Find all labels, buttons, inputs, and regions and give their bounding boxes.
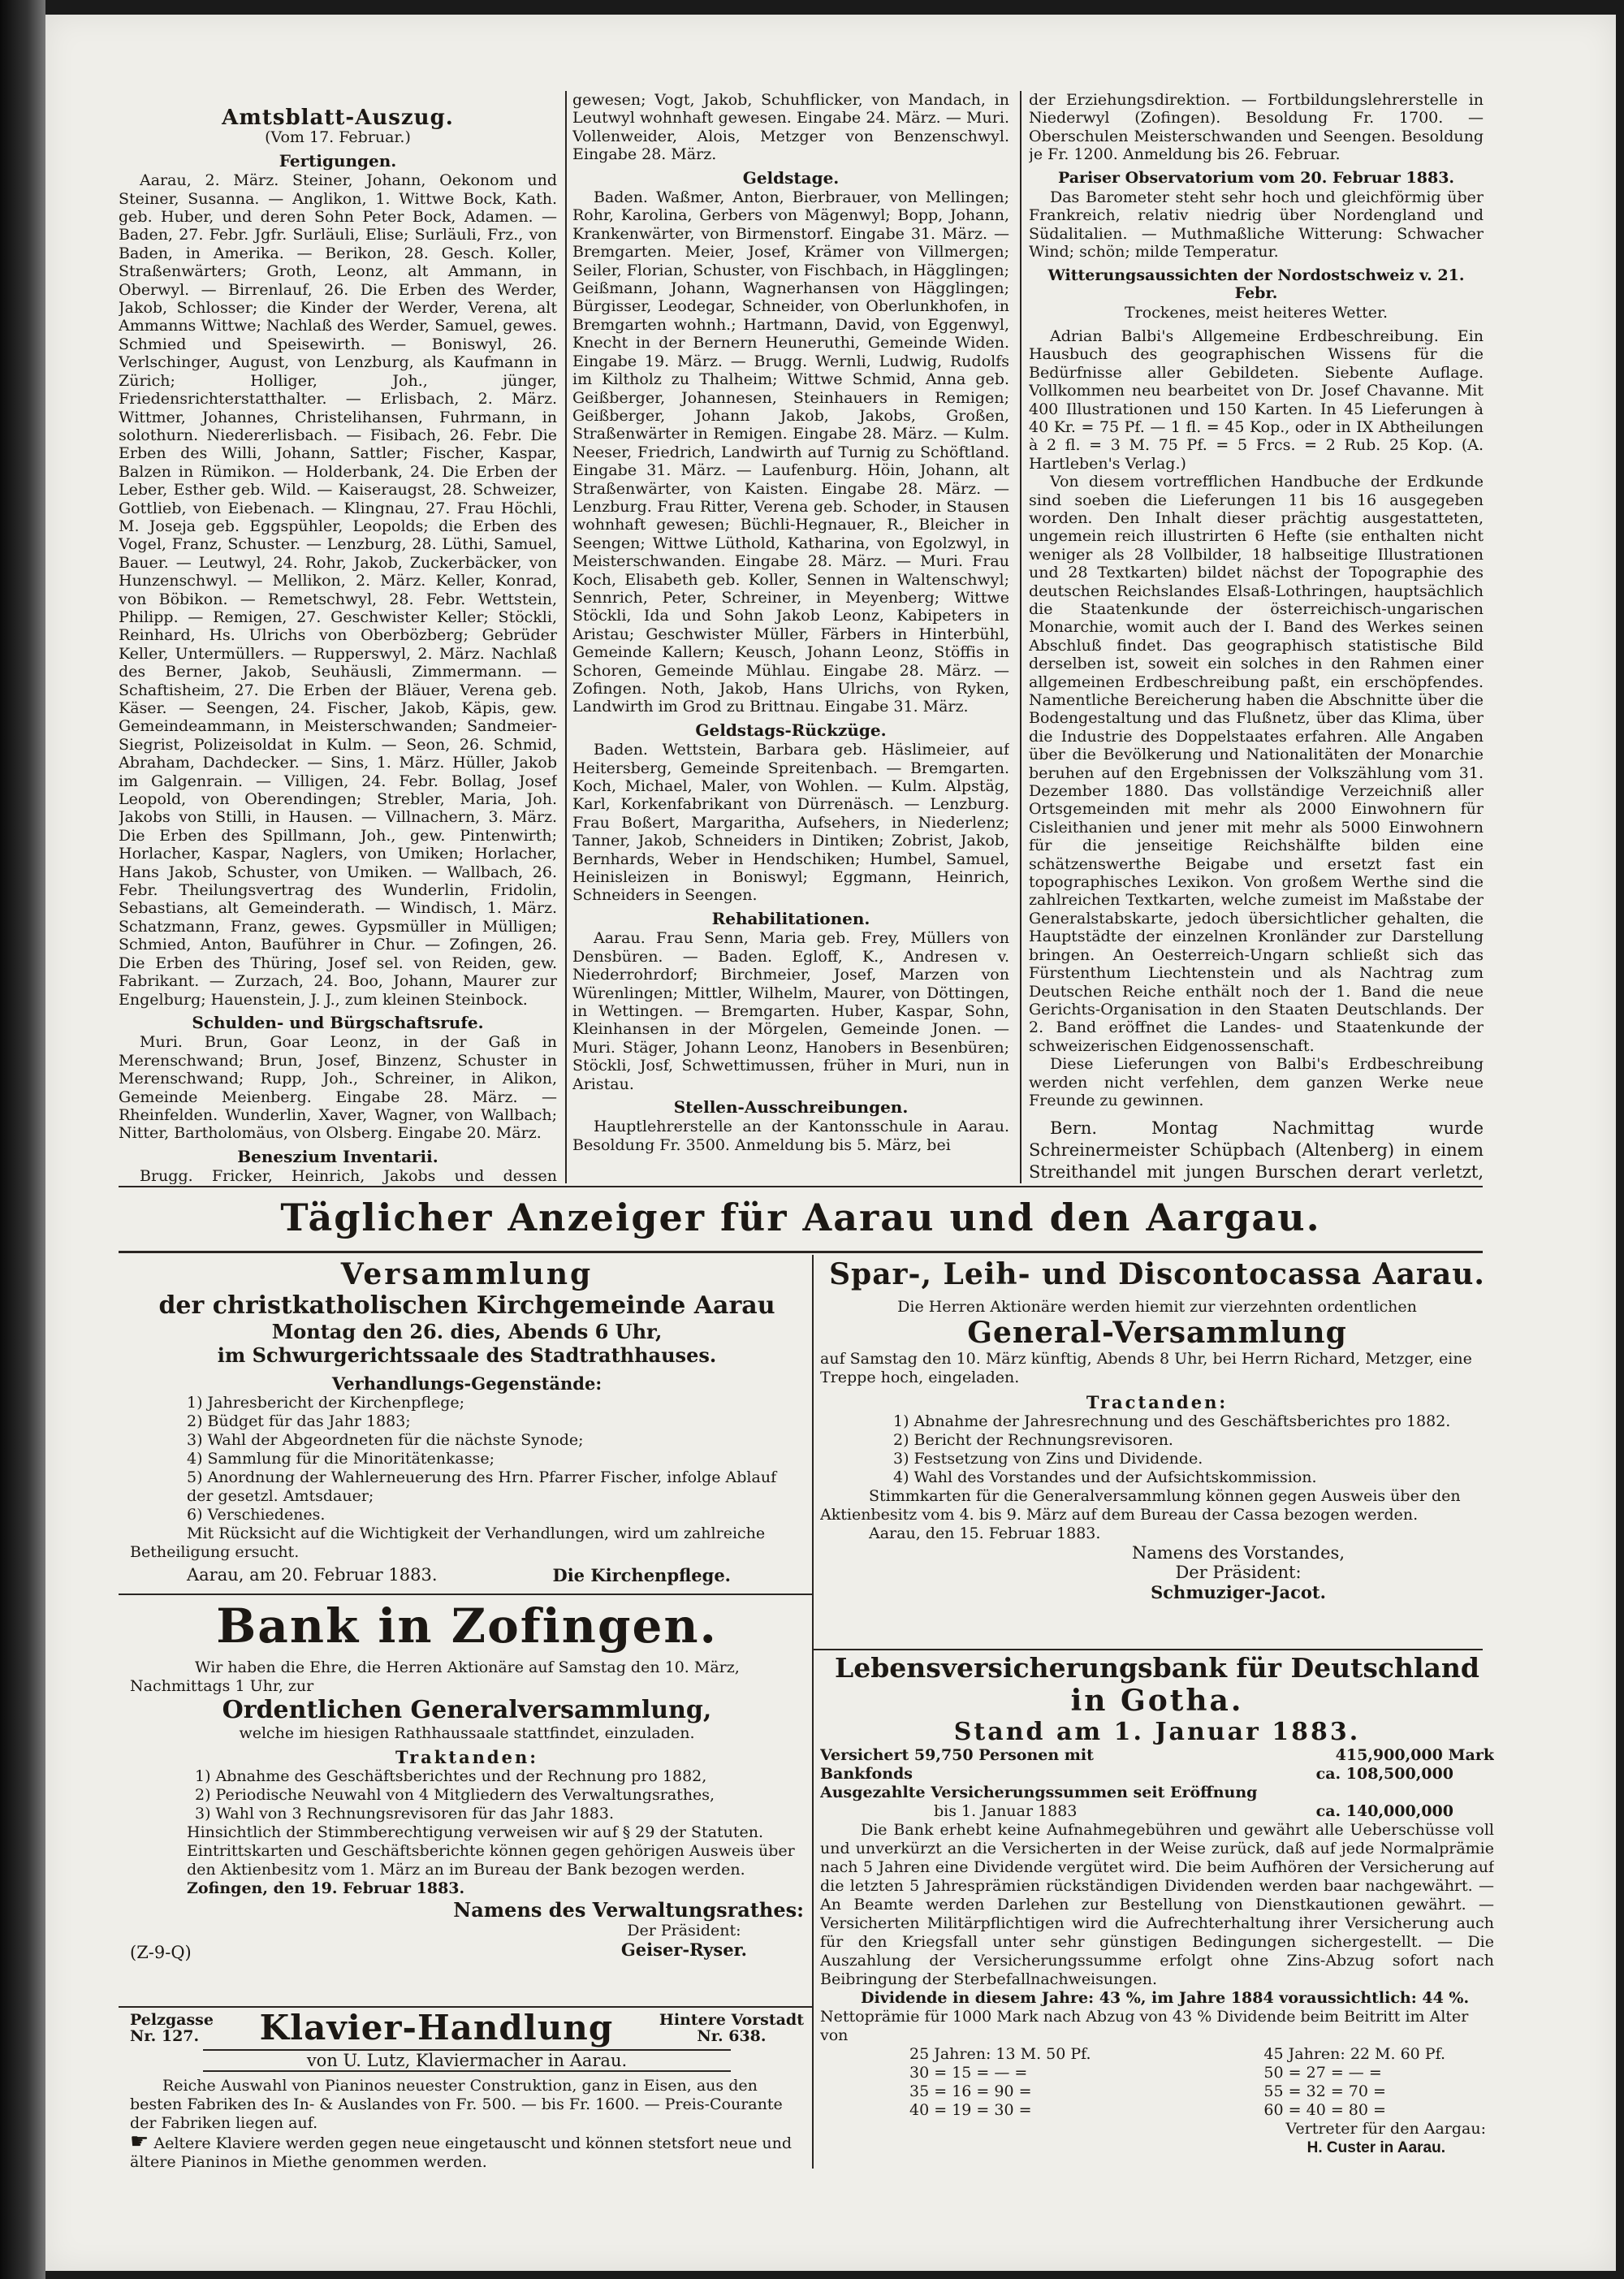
ad-leben-table — [820, 2045, 1494, 2120]
age-cell: 60 = — [1263, 2101, 1302, 2119]
column-1 — [119, 104, 557, 1184]
ad-rule-right-1 — [814, 1649, 1483, 1650]
ad-versammlung-footer — [130, 1565, 804, 1585]
ad-versammlung-note: Mit Rücksicht auf die Wichtigkeit der Verhandlungen, wird um zahlreiche Betheiligung ersucht. — [130, 1524, 766, 1561]
paragraph-fertigungen: Aarau, 2. März. Steiner, Johann, Oekonom und Steiner, Susanna. — Anglikon, 1. Wittwe Bock, Kath. geb. Huber, und deren Sohn Peter Bock, Adamen. — Baden, 27. Febr. Jgfr. Surläuli, Elise; Surläuli, Frz., von Baden, in Amerika. — Berikon, 28. Gesch. Koller, Straßenwärters; Groth, Leonz, alt Ammann, in Oberwyl. — Birrenlauf, 26. Die Erben des Werder, Jakob, Schlosser; die Kinder der Werder, Verena, alt Ammanns Wittwe; Nachlaß des Werder, Samuel, gewes. Schmied und Speisewirth. — Boniswyl, 26. Verlschinger, August, von Lenzburg, als Kaufmann in Zürich; Holliger, Joh., jünger, Friedensrichterstatthalter. — Erlisbach, 2. März. Wittmer, Johannes, Christelihansen, Fuhrmann, in solothurn. Niedererlisbach. — Fisibach, 26. Febr. Die Erben des Willi, Johann, Sattler; Fischer, Kaspar, Balzen in Rümikon. — Holderbank, 24. Die Erben der Leber, Esther geb. Wild. — Kaiseraugst, 28. Schweizer, Gottlieb, von Eiebenach. — Klingnau, 27. Frau Höchli, M. Joseja geb. Eggspühler, Leopolds; die Erben des Vogel, Franz, Schuster. — Lenzburg, 28. Lüthi, Samuel, Bauer. — Leutwyl, 24. Rohr, Jakob, Zuckerbäcker, von Hunzenschwyl. — Mellikon, 2. März. Keller, Konrad, von Böbikon. — Remetschwyl, 28. Febr. Wettstein, Philipp. — Remigen, 27. Geschwister Keller; Stöckli, Reinhard, Hs. Ulrichs von Oberbözberg; Gebrüder Keller, Untermüllers. — Rupperswyl, 2. März. Nachlaß des Berner, Jakob, Seuhäusli, Zimmermann. — Schaftisheim, 27. Die Erben der Bläuer, Verena geb. Käser. — Seengen, 24. Fischer, Jakob, Käpis, gew. Gemeindeammann, in Meisterschwanden; Sandmeier-Siegrist, Polizeisoldat in Kulm. — Seon, 26. Schmid, Abraham, Dachdecker. — Sins, 1. März. Hüller, Jakob im Galgenrain. — Villigen, 24. Febr. Bollag, Josef Leopold, von Oberendingen; Strebler, Maria, Joh. Jakobs von Stilli, in Hausen. — Villnachern, 3. März. Die Erben des Spillmann, Joh., gew. Pintenwirth; Horlacher, Kaspar, Naglers, von Umiken; Horlacher, Hans Jakob, Schuster, von Umiken. — Wallbach, 26. Febr. Theilungsvertrag des Wunderlin, Fridolin, Sebastians, alt Gemeinderath. — Windisch, 1. März. Schatzmann, Franz, gewes. Gypsmüller in Mülligen; Schmied, Anton, Bauführer in Chur. — Zofingen, 26. Die Erben des Thüring, Josef sel. von Reiden, gew. Fabrikant. — Zurzach, 24. Boo, Johann, Maurer zur Engelburg; Hauenstein, J. J., zum kleinen Steinbock. — [119, 171, 557, 1009]
agenda-item: 3) Wahl von 3 Rechnungsrevisoren für das Jahr 1883. — [195, 1805, 615, 1823]
ad-leben-r1l: Versichert 59,750 Personen mit — [820, 1746, 1094, 1764]
ad-leben-title: Lebensversicherungsbank für Deutschland — [835, 1652, 1479, 1684]
ad-bank-items — [130, 1767, 804, 1823]
pointing-hand-icon: ☛ — [130, 2130, 149, 2154]
age-cell: 45 Jahren: — [1263, 2045, 1345, 2063]
table-row — [909, 2064, 1091, 2082]
ad-sparcassa-sign3: Schmuziger-Jacot. — [1151, 1582, 1326, 1602]
banner-rule-top — [119, 1186, 1483, 1187]
paragraph-balbi-closing: Diese Lieferungen von Balbi's Erdbeschreibung werden nicht verfehlen, dem ganzen Werke neue Freunde zu gewinnen. — [1029, 1055, 1484, 1109]
table-row — [1263, 2045, 1445, 2064]
ad-versammlung-line1: der christkatholischen Kirchgemeinde Aarau — [158, 1291, 775, 1320]
ad-versammlung — [130, 1257, 804, 1590]
ad-leben-rep: Vertreter für den Aargau: — [1285, 2120, 1486, 2138]
ad-klavier-text2: Aeltere Klaviere werden gegen neue eingetauscht und können stetsfort neue und ältere Pianinos in Miethe genommen werden. — [130, 2134, 793, 2170]
ad-leben-r1r: 415,900,000 Mark — [1335, 1746, 1494, 1764]
ad-versammlung-items — [130, 1394, 804, 1524]
ad-versammlung-place: Aarau, am 20. Februar 1883. — [187, 1565, 438, 1585]
column-rule-1 — [565, 91, 567, 1183]
table-row — [909, 2045, 1091, 2064]
age-cell: 35 = — [909, 2082, 948, 2100]
heading-schuldenrufe: Schulden- und Bürgschaftsrufe. — [192, 1012, 484, 1032]
ad-sparcassa-text: auf Samstag den 10. März künftig, Abends 8 Uhr, bei Herrn Richard, Metzger, eine Treppe hoch, eingeladen. — [820, 1350, 1472, 1386]
ad-leben-table-right — [1263, 2045, 1445, 2120]
ad-leben-text: Die Bank erhebt keine Aufnahmegebühren und gewährt alle Ueberschüsse voll und unverkürzt an die Versicherten in der Weise zurück, daß auf jede Normalprämie nach 5 Jahren eine Dividende vergütet wird. Die beim Aufhören der Versicherung auf die letzten 5 Jahresprämien rückständigen Dividenden werden baar nachgewährt. — An Beamte werden Darlehen zur Bestellung von Dienstkautionen gewährt. — Versicherten Militärpflichtigen wird die Aufrechterhaltung ihrer Versicherung auch für den Kriegsfall unter sehr günstigen Bedingungen sichergestellt. — Die Auszahlung der Versicherungssumme erfolgt ohne Zins-Abzug sofort nach Beibringung der Sterbefallnachweisungen. — [820, 1821, 1494, 1988]
ad-klavier-right1: Hintere Vorstadt — [659, 2010, 804, 2029]
table-row — [909, 2082, 1091, 2101]
age-cell: 55 = — [1263, 2082, 1302, 2100]
ad-klavier-text2-row — [130, 2130, 804, 2170]
premium-cell: 19 = 30 = — [952, 2101, 1032, 2119]
ad-sparcassa-note: Stimmkarten für die Generalversammlung können gegen Ausweis über den Aktienbesitz vom 4. bis 9. März auf dem Bureau der Cassa bezogen werden. — [820, 1487, 1461, 1524]
heading-observatorium: Pariser Observatorium vom 20. Februar 1883. — [1057, 168, 1455, 187]
agenda-item: 2) Periodische Neuwahl von 4 Mitgliedern des Verwaltungsrathes, — [195, 1786, 715, 1804]
ad-lebensversicherung — [820, 1652, 1494, 2172]
binding-gutter — [0, 0, 45, 2279]
ad-klavier-right — [659, 2012, 804, 2044]
paragraph-witterung: Trockenes, meist heiteres Wetter. — [1125, 304, 1388, 322]
amtsblatt-title: Amtsblatt-Auszug. — [222, 106, 454, 130]
banner-rule-bottom — [119, 1251, 1483, 1253]
ad-klavier-text: Reiche Auswahl von Pianinos neuester Construktion, ganz in Eisen, aus den besten Fabriken des In- & Auslandes von Fr. 500. — bis Fr. 1600. — Preis-Courante der Fabriken liegen auf. — [130, 2077, 783, 2132]
ad-leben-praem: Nettoprämie für 1000 Mark nach Abzug von 43 % Dividende beim Beitritt im Alter von — [820, 2008, 1469, 2044]
agenda-item: 6) Verschiedenes. — [187, 1506, 326, 1524]
ad-leben-r3l: Ausgezahlte Versicherungssummen seit Eröffnung — [820, 1784, 1258, 1801]
paragraph-inventarii: Brugg. Fricker, Heinrich, Jakobs und dessen — [140, 1167, 557, 1184]
ad-sparcassa-place: Aarau, den 15. Februar 1883. — [869, 1524, 1101, 1542]
agenda-item: 1) Jahresbericht der Kirchenpflege; — [187, 1394, 465, 1412]
ad-versammlung-sub: Verhandlungs-Gegenstände: — [331, 1373, 603, 1394]
ad-klavier-right2: Nr. 638. — [697, 2026, 767, 2045]
agenda-item: 5) Anordnung der Wahlerneuerung des Hrn. Pfarrer Fischer, infolge Ablauf der gesetzl. Amtsdauer; — [187, 1468, 777, 1505]
paragraph-stellen: Hauptlehrerstelle an der Kantonsschule in Aarau. Besoldung Fr. 3500. Anmeldung bis 5. März, bei — [572, 1118, 1009, 1154]
ads-center-rule — [812, 1255, 814, 2169]
ad-sparcassa-sign2: Der Präsident: — [1175, 1563, 1302, 1582]
column-3 — [1029, 91, 1484, 1184]
premium-cell: 40 = 80 = — [1306, 2101, 1386, 2119]
agenda-item: 1) Abnahme der Jahresrechnung und des Geschäftsberichtes pro 1882. — [893, 1412, 1451, 1430]
ad-klavier-left2: Nr. 127. — [130, 2026, 200, 2045]
table-row — [1263, 2064, 1445, 2082]
heading-inventarii: Beneszium Inventarii. — [237, 1146, 438, 1166]
premium-cell: 15 = — = — [952, 2064, 1028, 2082]
ad-versammlung-sign: Die Kirchenpflege. — [552, 1565, 731, 1585]
paragraph-balbi-review: Von diesem vortrefflichen Handbuche der Erdkunde sind soeben die Lieferungen 11 bis 16 ausgegeben worden. Den Inhalt dieser prächtig ausgestatteten, ungemein reich illustrirten 6 Hefte (sie enthalten nicht weniger als 28 Vollbilder, 18 halbseitige Illustrationen und 28 Textkarten) bildet nächst der Topographie des deutschen Reichslandes Elsaß-Lothringen, hauptsächlich die Staatenkunde der österreichisch-ungarischen Monarchie, womit auch der I. Band des Werkes seinen Abschluß findet. Das geographisch statistische Bild derselben ist, soweit ein solches in den Rahmen einer allgemeinen Erdbeschreibung paßt, ein erschöpfendes. Namentliche Bereicherung haben die Abschnitte über die Bodengestaltung und das Flußnetz, über das Klima, über die Industrie des Doppelstaates erfahren. Alle Angaben über die Bevölkerung und Nationalitäten der Monarchie beruhen auf den Ergebnissen der Volkszählung vom 31. Dezember 1880. Das vollständige Verzeichniß aller Ortsgemeinden mit mehr als 2000 Einwohnern für Cisleithanien und jener mit mehr als 5000 Einwohnern für die jenseitige Reichshälfte bilden eine schätzenswerthe Beigabe und ersetzt fast ein topographisches Lexikon. Von großem Werthe sind die zahlreichen Textkarten, welche zumeist im Maßstabe der Generalstabskarte, jedoch übersichtlicher gehalten, die Hauptstädte der einzelnen Kronländer zur Darstellung bringen. An Oesterreich-Ungarn schließt sich das Fürstenthum Liechtenstein und als Nachtrag zum Deutschen Reiche enthält noch der 1. Band die neue Gerichts-Organisation in den Staaten Deutschlands. Der 2. Band eröffnet die Landes- und Staatenkunde der schweizerischen Eidgenossenschaft. — [1029, 473, 1484, 1055]
ad-bank-text2: welche im hiesigen Rathhaussaale stattfindet, einzuladen. — [239, 1724, 695, 1742]
paragraph-bern: Bern. Montag Nachmittag wurde Schreinermeister Schüpbach (Altenberg) in einem Streithandel mit jungen Burschen derart verletzt, — [1029, 1118, 1484, 1183]
paragraph-rueckzuege: Baden. Wettstein, Barbara geb. Häslimeier, auf Heitersberg, Gemeinde Spreitenbach. — Bremgarten. Koch, Michael, Maler, von Wohlen. — Kulm. Alpstäg, Karl, Korkenfabrikant von Dürrenäsch. — Lenzburg. Frau Boßert, Margaritha, Aufsehers, in Niederlenz; Tanner, Jakob, Schneiders in Dintiken; Zobrist, Jakob, Bernhards, Weber in Hendschiken; Humbel, Samuel, Heinisleizen in Boniswyl; Eggmann, Heinrich, Schneiders in Seengen. — [572, 741, 1009, 905]
ad-bank-sub: Traktanden: — [395, 1747, 538, 1767]
paragraph-observatorium: Das Barometer steht sehr hoch und gleichförmig über Frankreich, relativ niedrig über Nordengland und Südalitalien. — Muthmaßliche Witterung: Schwacher Wind; schön; milde Temperatur. — [1029, 188, 1484, 262]
ad-leben-r3r: ca. 140,000,000 — [1315, 1802, 1453, 1820]
column-2 — [572, 91, 1009, 1184]
ad-klavier-header — [130, 2008, 804, 2048]
age-cell: 25 Jahren: — [909, 2045, 991, 2063]
ad-bank-text: Wir haben die Ehre, die Herren Aktionäre auf Samstag den 10. März, Nachmittags 1 Uhr, zur — [130, 1658, 740, 1695]
ad-leben-div: Dividende in diesem Jahre: 43 %, im Jahre 1884 voraussichtlich: 44 %. — [861, 1989, 1470, 2007]
ad-sparcassa-items — [820, 1412, 1494, 1487]
ad-bank-big: Ordentlichen Generalversammlung, — [222, 1696, 712, 1724]
agenda-item: 3) Wahl der Abgeordneten für die nächste Synode; — [187, 1431, 584, 1449]
ad-sparcassa-intro: Die Herren Aktionäre werden hiemit zur vierzehnten ordentlichen — [897, 1298, 1417, 1316]
table-row — [1263, 2101, 1445, 2120]
ad-sparcassa-title: Spar-, Leih- und Discontocassa Aarau. — [829, 1257, 1485, 1291]
premium-cell: 27 = — = — [1306, 2064, 1382, 2082]
ad-klavier-title: Klavier-Handlung — [259, 2008, 614, 2048]
ad-leben-row1 — [820, 1746, 1494, 1765]
ad-sparcassa-big: General-Versammlung — [967, 1316, 1347, 1350]
ad-leben-r2l: Bankfonds — [820, 1765, 913, 1783]
ad-leben-repname: H. Custer in Aarau. — [1307, 2139, 1445, 2156]
age-cell: 50 = — [1263, 2064, 1302, 2082]
ad-bank-code: (Z-9-Q) — [130, 1943, 192, 1962]
ad-bank-sign1: Namens des Verwaltungsrathes: — [453, 1898, 804, 1922]
table-row — [909, 2101, 1091, 2120]
paragraph-geldstage: Baden. Waßmer, Anton, Bierbrauer, von Mellingen; Rohr, Karolina, Gerbers von Mägenwyl; Bopp, Johann, Krankenwärter, von Birmenstorf. Eingabe 31. März. — Bremgarten. Meier, Josef, Krämer von Villmergen; Seiler, Florian, Schuster, von Fischbach, in Hägglingen; Geißmann, Johann, Wagnerhansen von Hägglingen; Bürgisser, Leodegar, Schneider, von Oberlunkhofen, in Bremgarten wohnh.; Hartmann, David, von Eggenwyl, Knecht in der Bernern Heuneruthi, Gemeinde Widen. Eingabe 19. März. — Brugg. Wernli, Ludwig, Rudolfs im Kiltholz zu Thalheim; Wittwe Schmid, Anna geb. Geißberger, Johannesen, Steinhauers in Remigen; Geißberger, Johann Jakob, Jakobs, Großen, Straßenwärter in Remigen. Eingabe 28. März. — Kulm. Neeser, Friedrich, Landwirth auf Turnig zu Schöftland. Eingabe 31. März. — Laufenburg. Höin, Johann, alt Straßenwärter, von Kaisten. Eingabe 28. März. — Lenzburg. Frau Ritter, Verena geb. Schoder, in Stausen wohnhaft gewesen; Büchli-Hegnauer, R., Bleicher in Seengen; Wittwe Lüthold, Katharina, von Egolzwyl, in Meisterschwanden. Eingabe 28. März. — Muri. Frau Koch, Elisabeth geb. Koller, Sennen in Waltenschwyl; Sennrich, Peter, Schreiner, in Meyenberg; Wittwe Stöckli, Ida und Sohn Jakob Leonz, Kabipeters in Aristau; Geschwister Müller, Färbers in Hinterbühl, Gemeinde Kallern; Keusch, Johann Leonz, Stöffis in Schoren, Gemeinde Mühlau. Eingabe 28. März. — Zofingen. Noth, Jakob, Hans Ulrichs, von Ryken, Landwirth im Grod zu Brittnau. Eingabe 31. März. — [572, 188, 1009, 716]
heading-rehabilitationen: Rehabilitationen. — [711, 908, 870, 928]
ad-leben-table-left — [909, 2045, 1091, 2120]
ad-bank-zofingen — [130, 1597, 804, 2003]
ad-leben-row2 — [820, 1765, 1494, 1784]
premium-cell: 32 = 70 = — [1306, 2082, 1386, 2100]
ad-leben-row3 — [820, 1802, 1494, 1821]
paragraph-schuldenrufe: Muri. Brun, Goar Leonz, in der Gaß in Merenschwand; Brun, Josef, Binzenz, Schuster in Merenschwand; Rupp, Joh., Schreiner, in Alikon, Gemeinde Meienberg. Eingabe 28. März. — Rheinfelden. Wunderlin, Xaver, Wagner, von Wallbach; Nitter, Bartholomäus, von Olsberg. Eingabe 20. März. — [119, 1033, 557, 1143]
ad-bank-note: Hinsichtlich der Stimmberechtigung verweisen wir auf § 29 der Statuten. Eintrittskarten und Geschäftsberichte können gegen gehörigen Ausweis über den Aktienbesitz vom 1. März an im Bureau der Bank bezogen werden. — [187, 1823, 795, 1879]
ad-sparcassa — [820, 1257, 1494, 1647]
ad-rule-left-1 — [119, 1594, 812, 1595]
heading-witterung: Witterungsaussichten der Nordostschweiz v. 21. Febr. — [1047, 266, 1465, 303]
heading-rueckzuege: Geldstags-Rückzüge. — [695, 720, 887, 740]
ad-bank-sign-row — [130, 1922, 804, 1962]
ad-bank-president — [621, 1922, 804, 1962]
ad-leben-r2r: ca. 108,500,000 — [1315, 1765, 1453, 1783]
ad-leben-title2: in Gotha. — [1070, 1684, 1244, 1718]
heading-geldstage: Geldstage. — [742, 167, 840, 188]
agenda-item: 4) Wahl des Vorstandes und der Aufsichtskommission. — [893, 1468, 1317, 1486]
premium-cell: 13 M. 50 Pf. — [996, 2045, 1091, 2063]
table-row — [1263, 2082, 1445, 2101]
ad-bank-sign2: Der Präsident: — [627, 1922, 741, 1940]
age-cell: 30 = — [909, 2064, 948, 2082]
ad-klavier-left1: Pelzgasse — [130, 2010, 214, 2029]
amtsblatt-date: (Vom 17. Februar.) — [265, 128, 411, 147]
ad-leben-r3l2: bis 1. Januar 1883 — [934, 1802, 1078, 1820]
premium-cell: 22 M. 60 Pf. — [1350, 2045, 1445, 2063]
ad-leben-stand: Stand am 1. Januar 1883. — [953, 1718, 1361, 1746]
column-rule-2 — [1020, 91, 1021, 1183]
paragraph-balbi-title: Adrian Balbi's Allgemeine Erdbeschreibung. Ein Hausbuch des geographischen Wissens für die Bedürfnisse aller Gebildeten. Siebente Auflage. Vollkommen neu bearbeitet von Dr. Josef Chavanne. Mit 400 Illustrationen und 150 Karten. In 45 Lieferungen à 40 Kr. = 75 Pf. — 1 fl. = 45 Kop., oder in IX Abtheilungen à 2 fl. = 3 M. 75 Pf. = 5 Frcs. = 2 Rub. 25 Kop. (A. Hartleben's Verlag.) — [1029, 326, 1484, 473]
ad-versammlung-title: Versammlung — [340, 1257, 594, 1291]
heading-fertigungen: Fertigungen. — [279, 150, 397, 171]
ad-versammlung-line3: im Schwurgerichtssaale des Stadtrathhauses. — [217, 1343, 717, 1367]
agenda-item: 2) Bericht der Rechnungsrevisoren. — [893, 1431, 1173, 1449]
ad-bank-place: Zofingen, den 19. Februar 1883. — [187, 1879, 465, 1897]
ad-bank-title: Bank in Zofingen. — [216, 1598, 718, 1654]
ad-klavier-left — [130, 2012, 214, 2044]
agenda-item: 4) Sammlung für die Minoritätenkasse; — [187, 1450, 495, 1468]
paragraph-continued: gewesen; Vogt, Jakob, Schuhflicker, von Mandach, in Leutwyl wohnhaft gewesen. Eingabe 24. März. — Muri. Vollenweider, Alois, Metzger von Benzenschwyl. Eingabe 28. März. — [572, 91, 1009, 164]
heading-stellen: Stellen-Ausschreibungen. — [673, 1096, 909, 1117]
premium-cell: 16 = 90 = — [952, 2082, 1032, 2100]
paragraph-stellen-continued: der Erziehungsdirektion. — Fortbildungslehrerstelle in Niederwyl (Zofingen). Besoldung Fr. 1700. — Oberschulen Meisterschwanden und Seengen. Besoldung je Fr. 1200. Anmeldung bis 26. Februar. — [1029, 91, 1484, 164]
agenda-item: 1) Abnahme des Geschäftsberichtes und der Rechnung pro 1882, — [195, 1767, 707, 1785]
agenda-item: 3) Festsetzung von Zins und Dividende. — [893, 1450, 1203, 1468]
agenda-item: 2) Büdget für das Jahr 1883; — [187, 1412, 411, 1430]
ad-klavier-sub: von U. Lutz, Klaviermacher in Aarau. — [203, 2049, 731, 2072]
ad-sparcassa-sign1: Namens des Vorstandes, — [1131, 1543, 1345, 1563]
banner-title: Täglicher Anzeiger für Aarau und den Aargau. — [280, 1196, 1321, 1239]
ad-klavier — [130, 2008, 804, 2170]
ad-sparcassa-sub: Tractanden: — [1086, 1392, 1229, 1412]
age-cell: 40 = — [909, 2101, 948, 2119]
paragraph-rehabilitationen: Aarau. Frau Senn, Maria geb. Frey, Müllers von Densbüren. — Baden. Egloff, K., Andresen v. Niederrohrdorf; Birchmeier, Josef, Marzen von Würenlingen; Mittler, Wilhelm, Maurer, von Döttingen, in Wettingen. — Bremgarten. Huber, Kaspar, Sohn, Kleinhansen in der Mörgelen, Gemeinde Jonen. — Muri. Stäger, Johann Leonz, Hanobers in Besenbüren; Stöckli, Josf, Schwettimussen, früher in Muri, nun in Aristau. — [572, 929, 1009, 1093]
ad-bank-sign3: Geiser-Ryser. — [620, 1940, 747, 1960]
ad-versammlung-line2: Montag den 26. dies, Abends 6 Uhr, — [271, 1320, 663, 1343]
